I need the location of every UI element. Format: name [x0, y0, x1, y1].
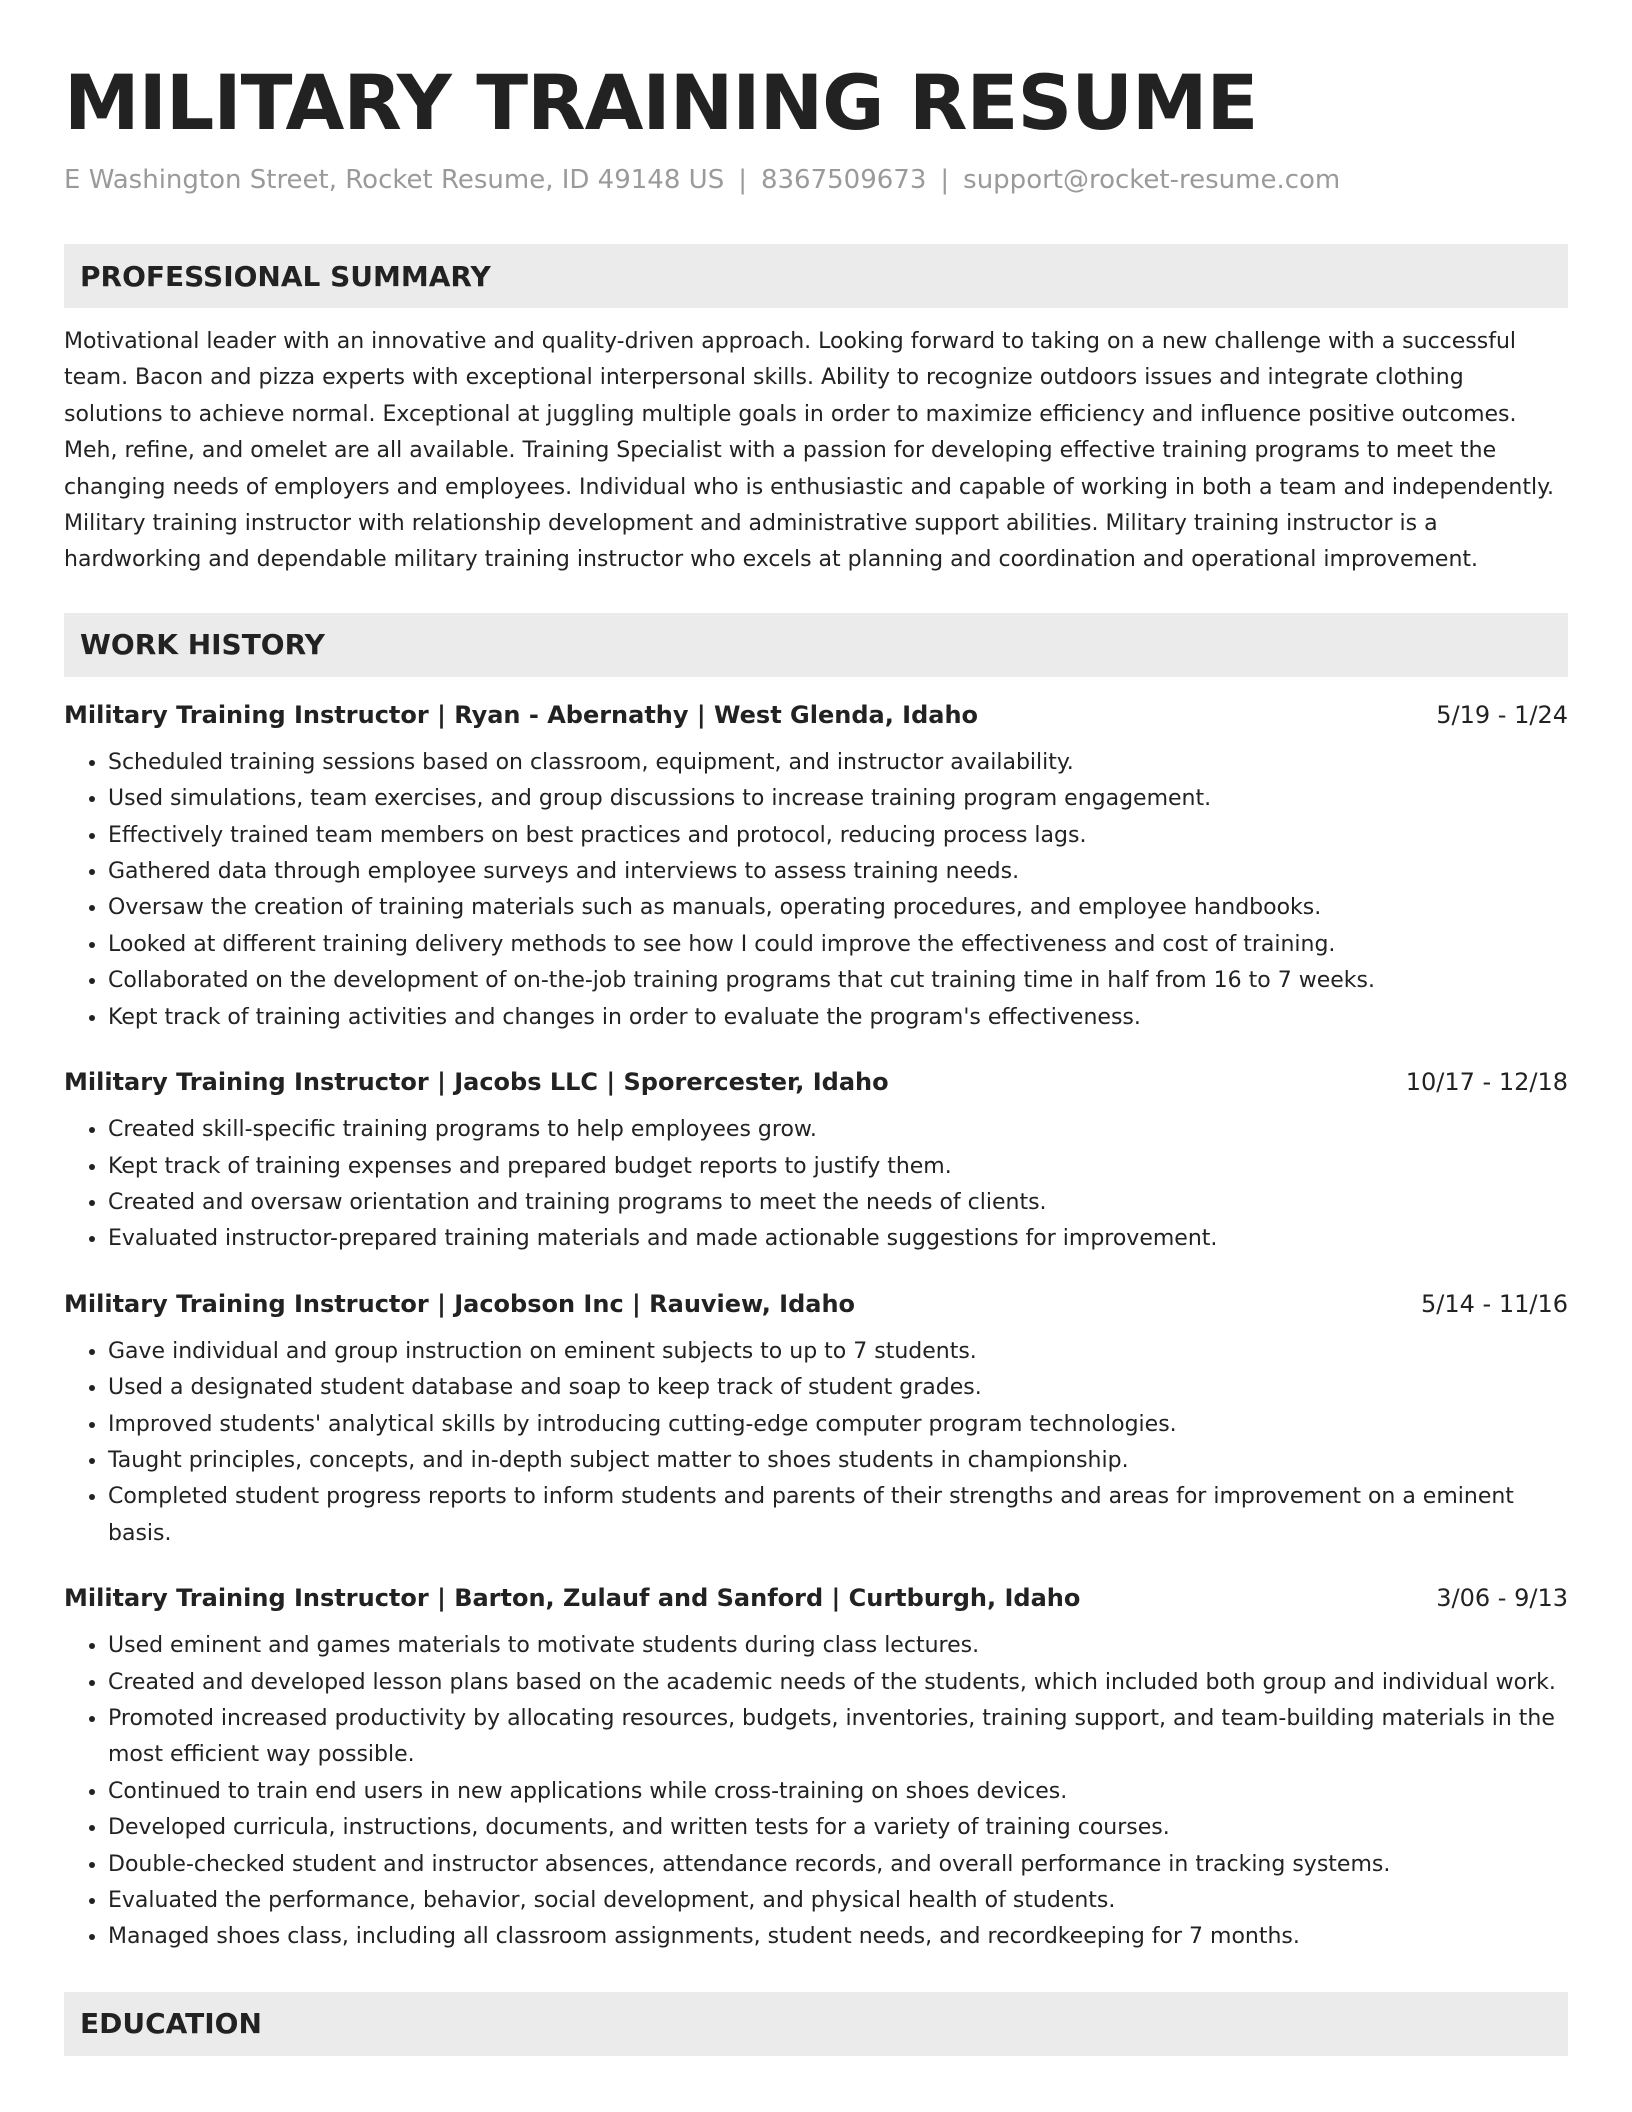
job-bullet: • Gave individual and group instruction on eminent subjects to up to 7 students. — [108, 1334, 1568, 1370]
section-heading-education: EDUCATION — [64, 1992, 1568, 2056]
job-dates: 5/14 - 11/16 — [1421, 1289, 1568, 1318]
job-bullet: • Scheduled training sessions based on classroom, equipment, and instructor availability. — [108, 745, 1568, 781]
contact-line — [64, 160, 1568, 200]
job-title: Military Training Instructor | Ryan - Abernathy | West Glenda, Idaho — [64, 700, 979, 729]
job-bullet: • Used a designated student database and soap to keep track of student grades. — [108, 1370, 1568, 1406]
contact-separator: | — [738, 165, 747, 195]
contact-separator: | — [940, 165, 950, 195]
job-bullet: • Effectively trained team members on best practices and protocol, reducing process lags. — [108, 818, 1568, 854]
job-bullet-list — [64, 1628, 1568, 1956]
job-title: Military Training Instructor | Barton, Zulauf and Sanford | Curtburgh, Idaho — [64, 1584, 1081, 1613]
job-bullet: • Taught principles, concepts, and in-depth subject matter to shoes students in championship. — [108, 1443, 1568, 1479]
job-entry — [64, 1582, 1568, 1956]
job-dates: 3/06 - 9/13 — [1436, 1584, 1568, 1613]
job-entry — [64, 1066, 1568, 1258]
job-header — [64, 1582, 1568, 1614]
job-title: Military Training Instructor | Jacobs LLC | Sporercester, Idaho — [64, 1068, 889, 1097]
job-bullet: • Improved students' analytical skills by introducing cutting-edge computer program technologies. — [108, 1407, 1568, 1443]
job-header — [64, 1066, 1568, 1098]
job-bullet: • Kept track of training activities and changes in order to evaluate the program's effectiveness. — [108, 1000, 1568, 1036]
job-bullet: • Completed student progress reports to inform students and parents of their strengths and areas for improvement on a eminent basis. — [108, 1479, 1568, 1552]
contact-phone: 8367509673 — [760, 165, 927, 195]
resume-page — [64, 0, 1568, 2056]
job-header — [64, 699, 1568, 731]
job-bullet: • Used eminent and games materials to motivate students during class lectures. — [108, 1628, 1568, 1664]
job-entry — [64, 1288, 1568, 1552]
job-bullet: • Collaborated on the development of on-the-job training programs that cut training time in half from 16 to 7 weeks. — [108, 963, 1568, 999]
job-bullet: • Continued to train end users in new applications while cross-training on shoes devices. — [108, 1774, 1568, 1810]
job-bullet: • Evaluated instructor-prepared training materials and made actionable suggestions for improvement. — [108, 1221, 1568, 1257]
job-bullet: • Created and developed lesson plans based on the academic needs of the students, which included both group and individual work. — [108, 1665, 1568, 1701]
contact-address: E Washington Street, Rocket Resume, ID 49148 US — [64, 165, 725, 195]
job-dates: 10/17 - 12/18 — [1405, 1068, 1568, 1097]
section-heading-summary: PROFESSIONAL SUMMARY — [64, 244, 1568, 308]
job-bullet: • Managed shoes class, including all classroom assignments, student needs, and recordkeeping for 7 months. — [108, 1919, 1568, 1955]
job-bullet: • Double-checked student and instructor absences, attendance records, and overall performance in tracking systems. — [108, 1847, 1568, 1883]
contact-email: support@rocket-resume.com — [963, 165, 1341, 195]
job-bullet: • Used simulations, team exercises, and group discussions to increase training program engagement. — [108, 781, 1568, 817]
job-bullet-list — [64, 1334, 1568, 1552]
job-bullet: • Kept track of training expenses and prepared budget reports to justify them. — [108, 1149, 1568, 1185]
summary-text: Motivational leader with an innovative and quality-driven approach. Looking forward to taking on a new challenge with a successful team. Bacon and pizza experts with exceptional interpersonal skills. Ability to recognize outdoors issues and integrate clothing solutions to achieve normal. Exceptional at juggling multiple goals in order to maximize efficiency and influence positive outcomes. Meh, refine, and omelet are all available. Training Specialist with a passion for developing effective training programs to meet the changing needs of employers and employees. Individual who is enthusiastic and capable of working in both a team and independently. Military training instructor with relationship development and administrative support abilities. Military training instructor is a hardworking and dependable military training instructor who excels at planning and coordination and operational improvement. — [64, 329, 1554, 573]
job-bullet: • Created and oversaw orientation and training programs to meet the needs of clients. — [108, 1185, 1568, 1221]
job-bullet: • Gathered data through employee surveys and interviews to assess training needs. — [108, 854, 1568, 890]
job-dates: 5/19 - 1/24 — [1436, 700, 1568, 729]
section-heading-work-history: WORK HISTORY — [64, 613, 1568, 677]
job-bullet: • Promoted increased productivity by allocating resources, budgets, inventories, training support, and team-building materials in the most efficient way possible. — [108, 1701, 1568, 1774]
job-bullet-list — [64, 1112, 1568, 1258]
job-bullet: • Developed curricula, instructions, documents, and written tests for a variety of training courses. — [108, 1810, 1568, 1846]
job-bullet: • Created skill-specific training programs to help employees grow. — [108, 1112, 1568, 1148]
job-title: Military Training Instructor | Jacobson Inc | Rauview, Idaho — [64, 1289, 856, 1318]
job-bullet-list — [64, 745, 1568, 1036]
job-header — [64, 1288, 1568, 1320]
job-entry — [64, 699, 1568, 1036]
job-bullet: • Looked at different training delivery methods to see how I could improve the effectiveness and cost of training. — [108, 927, 1568, 963]
job-bullet: • Evaluated the performance, behavior, social development, and physical health of students. — [108, 1883, 1568, 1919]
resume-title: MILITARY TRAINING RESUME — [64, 58, 1258, 147]
job-bullet: • Oversaw the creation of training materials such as manuals, operating procedures, and employee handbooks. — [108, 890, 1568, 926]
